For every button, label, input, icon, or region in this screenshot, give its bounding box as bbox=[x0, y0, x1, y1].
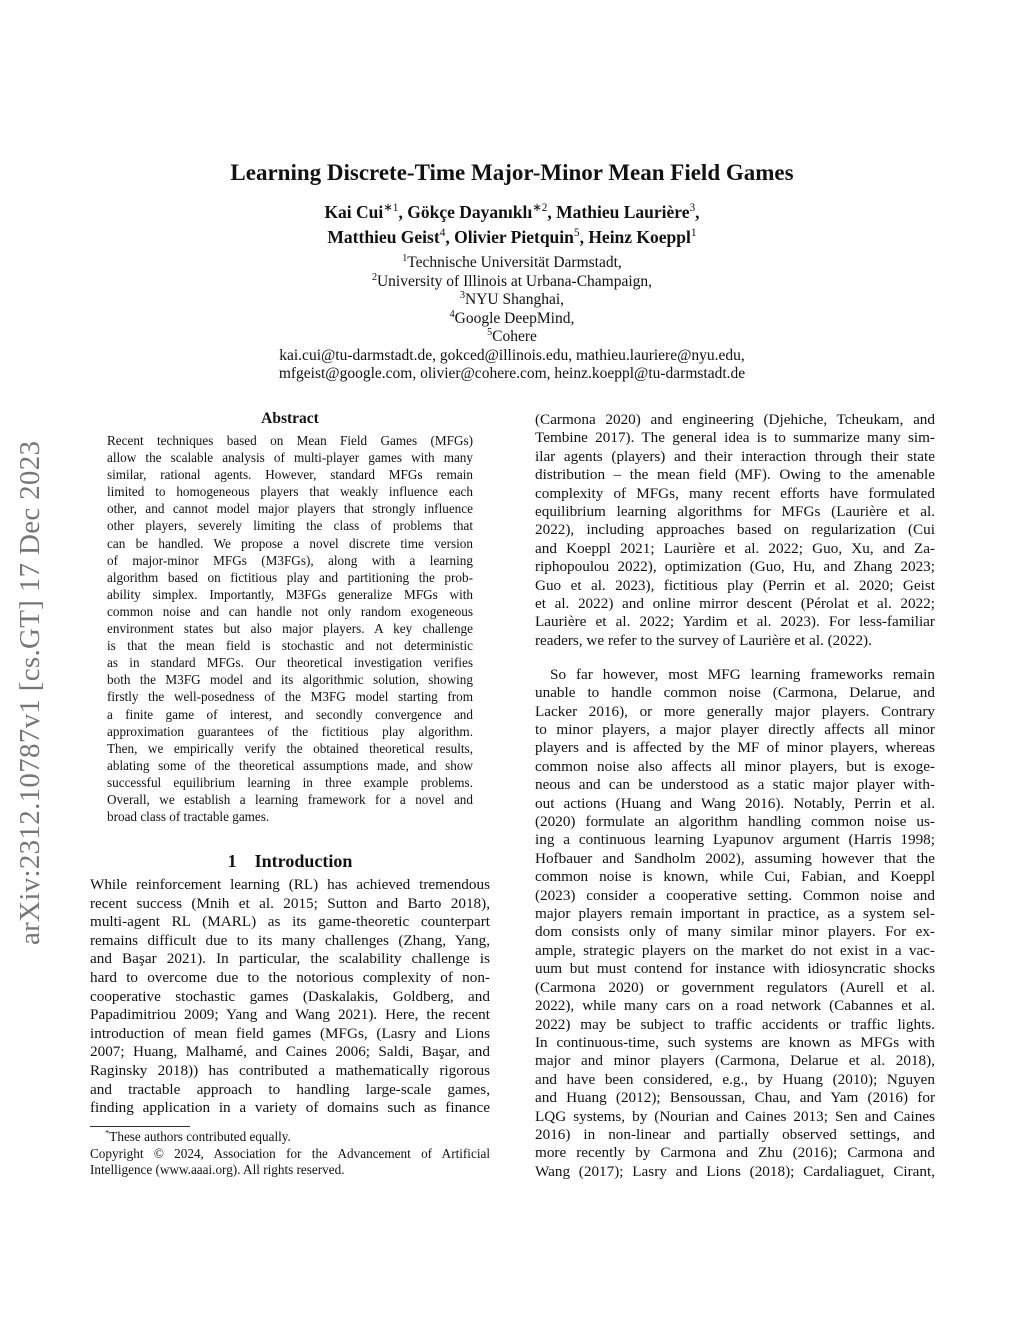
text-line: and Huang (2012); Bensoussan, Chau, and Yam (2016) for bbox=[535, 1089, 935, 1107]
text-line: and Koeppl 2021; Laurière et al. 2022; Guo, Xu, and Za- bbox=[535, 539, 935, 557]
affiliation-mark: 2 bbox=[371, 271, 377, 283]
text-line: (Carmona 2020) and engineering (Djehiche, Tcheukam, and bbox=[535, 411, 935, 428]
text-line: 2007; Huang, Malhamé, and Caines 2006; Saldi, Başar, and bbox=[90, 1043, 490, 1061]
text-line: So far however, most MFG learning frameworks remain bbox=[550, 665, 935, 683]
text-line: out actions (Huang and Wang 2016). Notably, Perrin et al. bbox=[535, 794, 935, 812]
affiliation-name: University of Illinois at Urbana-Champaign, bbox=[376, 272, 653, 290]
email-line: mfgeist@google.com, olivier@cohere.com, heinz.koeppl@tu-darmstadt.de bbox=[278, 365, 746, 382]
affiliation-name: Google DeepMind, bbox=[454, 309, 575, 327]
footnote-mark: * bbox=[105, 1127, 110, 1138]
affiliation bbox=[0, 254, 1024, 273]
text-line: common noise also affects all minor players, but is exoge- bbox=[535, 757, 935, 775]
affiliation bbox=[0, 310, 1024, 329]
right-column bbox=[535, 411, 935, 1181]
abstract-body bbox=[107, 432, 473, 825]
paper-title: Learning Discrete-Time Major-Minor Mean Field Games bbox=[230, 160, 794, 185]
text-line: (Carmona 2020) or government regulators (Aurell et al. bbox=[535, 978, 935, 996]
author-name: Matthieu Geist bbox=[327, 227, 440, 247]
abstract-heading: Abstract bbox=[261, 410, 319, 427]
text-line: approximation guarantees of the fictitious play algorithm. bbox=[107, 723, 473, 739]
introduction-body bbox=[90, 876, 490, 1118]
text-line: complexity of MFGs, many recent efforts have formulated bbox=[535, 484, 935, 502]
copyright-line: Copyright © 2024, Association for the Advancement of Artificial bbox=[90, 1145, 490, 1161]
copyright-line: Intelligence (www.aaai.org). All rights reserved. bbox=[90, 1162, 345, 1177]
text-line: Guo et al. 2023), fictitious play (Perrin et al. 2020; Geist bbox=[535, 576, 935, 594]
footnote-text: These authors contributed equally. bbox=[109, 1129, 291, 1144]
text-line: other, and cannot model major players that strongly influence bbox=[107, 501, 473, 517]
text-line: ability simplex. Importantly, M3FGs generalize MFGs with bbox=[107, 586, 473, 602]
affiliation-mark: 5 bbox=[487, 326, 493, 338]
author-affiliation-mark: 3 bbox=[689, 202, 696, 215]
text-line: similar, rational agents. However, standard MFGs remain bbox=[107, 467, 473, 483]
text-line: Papadimitriou 2009; Yang and Wang 2021). Here, the recent bbox=[90, 1006, 490, 1024]
text-line: Laurière et al. 2022; Yardim et al. 2023). For less-familiar bbox=[535, 613, 935, 631]
text-line: Hofbauer and Sandholm 2002), assuming however that the bbox=[535, 849, 935, 867]
author-affiliation-mark: ∗1 bbox=[383, 202, 399, 215]
text-line: riphopoulou 2022), optimization (Guo, Hu, and Zhang 2023; bbox=[535, 558, 935, 576]
author-name: Olivier Pietquin bbox=[454, 227, 574, 247]
text-line: is that the mean field is stochastic and not deterministic bbox=[107, 638, 473, 654]
text-line: and have been considered, e.g., by Huang (2010); Nguyen bbox=[535, 1070, 935, 1088]
text-line: firstly the well-posedness of the M3FG model starting from bbox=[107, 689, 473, 705]
text-line: of major-minor MFGs (M3FGs), along with a learning bbox=[107, 552, 473, 568]
affiliation-mark: 3 bbox=[459, 289, 465, 301]
text-line: uum but must contend for instance with idiosyncratic shocks bbox=[535, 960, 935, 978]
text-line: 2022), while many cars on a road network (Cabannes et al. bbox=[535, 997, 935, 1015]
text-line: readers, we refer to the survey of Laurière et al. (2022). bbox=[535, 631, 872, 649]
text-line: While reinforcement learning (RL) has achieved tremendous bbox=[90, 876, 490, 893]
author-affiliation-mark: ∗2 bbox=[532, 202, 548, 215]
text-line: ilar agents (players) and their interaction through their state bbox=[535, 447, 935, 465]
affiliations bbox=[0, 254, 1024, 384]
footnotes bbox=[90, 1129, 490, 1179]
text-line: Lacker 2016), or more generally major players. Contrary bbox=[535, 702, 935, 720]
text-line: Wang (2017); Lasry and Lions (2018); Cardaliaguet, Cirant, bbox=[535, 1162, 935, 1180]
text-line: LQG systems, by (Nourian and Caines 2013; Sen and Caines bbox=[535, 1107, 935, 1125]
text-line: recent success (Mnih et al. 2015; Sutton and Barto 2018), bbox=[90, 894, 490, 912]
affiliation bbox=[0, 328, 1024, 347]
text-line: remains difficult due to its many challenges (Zhang, Yang, bbox=[90, 931, 490, 949]
email-line: kai.cui@tu-darmstadt.de, gokced@illinois.edu, mathieu.lauriere@nyu.edu, bbox=[279, 346, 745, 364]
text-line: other players, severely limiting the class of problems that bbox=[107, 518, 473, 534]
paragraph bbox=[535, 411, 935, 650]
text-line: can be handled. We propose a novel discrete time version bbox=[107, 535, 473, 551]
author-name: Kai Cui bbox=[324, 202, 384, 222]
author-name: Heinz Koeppl bbox=[588, 227, 691, 247]
text-line: common noise is known, while Cui, Fabian, and Koeppl bbox=[535, 868, 935, 886]
text-line: Then, we empirically verify the obtained theoretical results, bbox=[107, 740, 473, 756]
text-line: major players remain important in practice, as a system sel- bbox=[535, 905, 935, 923]
text-line: environment states but also major players. A key challenge bbox=[107, 621, 473, 637]
text-line: a finite game of interest, and secondly convergence and bbox=[107, 706, 473, 722]
text-line: dom consists only of many similar minor players. For ex- bbox=[535, 923, 935, 941]
text-line: (2023) consider a cooperative setting. Common noise and bbox=[535, 886, 935, 904]
arxiv-stamp: arXiv:2312.10787v1 [cs.GT] 17 Dec 2023 bbox=[14, 440, 46, 945]
text-line: major and minor players (Carmona, Delarue et al. 2018), bbox=[535, 1052, 935, 1070]
text-line: distribution – the mean field (MF). Owing to the amenable bbox=[535, 466, 935, 484]
text-line: as in standard MFGs. Our theoretical investigation verifies bbox=[107, 655, 473, 671]
author-line: Matthieu Geist$^4$, Olivier Pietquin$^5$, Heinz Koeppl$^1$ bbox=[327, 227, 697, 247]
text-line: equilibrium learning algorithms for MFGs (Laurière et al. bbox=[535, 503, 935, 521]
text-line: ablating some of the theoretical assumptions made, and show bbox=[107, 757, 473, 773]
author-name: Mathieu Laurière bbox=[556, 202, 690, 222]
text-line: cooperative stochastic games (Daskalakis, Goldberg, and bbox=[90, 987, 490, 1005]
author-affiliation-mark: 1 bbox=[690, 227, 697, 240]
text-line: hard to overcome due to the notorious complexity of non- bbox=[90, 968, 490, 986]
text-line: neous and can be understood as a static major player with- bbox=[535, 776, 935, 794]
text-line: and Başar 2021). In particular, the scalability challenge is bbox=[90, 950, 490, 968]
author-name: Gökçe Dayanıklı bbox=[407, 202, 533, 222]
text-line: introduction of mean field games (MFGs, (Lasry and Lions bbox=[90, 1024, 490, 1042]
text-line: Recent techniques based on Mean Field Games (MFGs) bbox=[107, 433, 473, 448]
affiliation-mark: 1 bbox=[402, 252, 408, 264]
text-line: ample, strategic players on the market do not exist in a vac- bbox=[535, 941, 935, 959]
text-line: Raginsky 2018)) has contributed a mathematically rigorous bbox=[90, 1061, 490, 1079]
section-heading-introduction: 1 Introduction bbox=[227, 851, 353, 871]
text-line: (2020) formulate an algorithm handling common noise us- bbox=[535, 813, 935, 831]
text-line: ing a continuous learning Lyapunov argument (Harris 1998; bbox=[535, 831, 935, 849]
affiliation bbox=[0, 291, 1024, 310]
author-line: Kai Cui$^{∗1}$, Gökçe Dayanıklı$^{∗2}$, Mathieu Laurière$^3$, bbox=[324, 202, 700, 222]
text-line: algorithm based on fictitious play and partitioning the prob- bbox=[107, 569, 473, 585]
text-line: 2022) may be subject to traffic accidents or traffic lights. bbox=[535, 1015, 935, 1033]
text-line: broad class of tractable games. bbox=[107, 809, 270, 825]
paragraph bbox=[535, 666, 935, 1181]
affiliation-name: Cohere bbox=[492, 328, 537, 345]
text-line: to minor players, a major player directly affects all minor bbox=[535, 721, 935, 738]
affiliation-mark: 4 bbox=[449, 308, 455, 320]
text-line: allow the scalable analysis of multi-player games with many bbox=[107, 450, 473, 466]
text-line: common noise and can handle not only random exogeneous bbox=[107, 603, 473, 619]
text-line: successful equilibrium learning in three example problems. bbox=[107, 774, 473, 790]
text-line: finding application in a variety of domains such as finance bbox=[90, 1099, 490, 1117]
affiliation-name: Technische Universität Darmstadt, bbox=[407, 254, 622, 271]
text-line: et al. 2022) and online mirror descent (Pérolat et al. 2022; bbox=[535, 595, 935, 613]
text-line: both the M3FG model and its algorithmic solution, showing bbox=[107, 672, 473, 688]
text-line: In continuous-time, such systems are known as MFGs with bbox=[535, 1033, 935, 1051]
author-affiliation-mark: 4 bbox=[439, 227, 446, 240]
text-line: Tembine 2017). The general idea is to summarize many sim- bbox=[535, 429, 935, 447]
text-line: and tractable approach to handling large-scale games, bbox=[90, 1080, 490, 1098]
affiliation bbox=[0, 273, 1024, 292]
text-line: players and is affected by the MF of minor players, whereas bbox=[535, 739, 935, 757]
text-line: Overall, we establish a learning framework for a novel and bbox=[107, 791, 473, 807]
text-line: more recently by Carmona and Zhu (2016); Carmona and bbox=[535, 1144, 935, 1162]
text-line: 2016) in non-linear and partially observed settings, and bbox=[535, 1125, 935, 1143]
text-line: 2022), including approaches based on regularization (Cui bbox=[535, 521, 935, 539]
author-affiliation-mark: 5 bbox=[573, 227, 580, 240]
affiliation-name: NYU Shanghai, bbox=[465, 291, 565, 308]
text-line: unable to handle common noise (Carmona, Delarue, and bbox=[535, 684, 935, 702]
footnote-equal-contribution bbox=[90, 1129, 490, 1146]
text-line: limited to homogeneous players that weakly influence each bbox=[107, 484, 473, 500]
text-line: multi-agent RL (MARL) as its game-theoretic counterpart bbox=[90, 913, 490, 931]
